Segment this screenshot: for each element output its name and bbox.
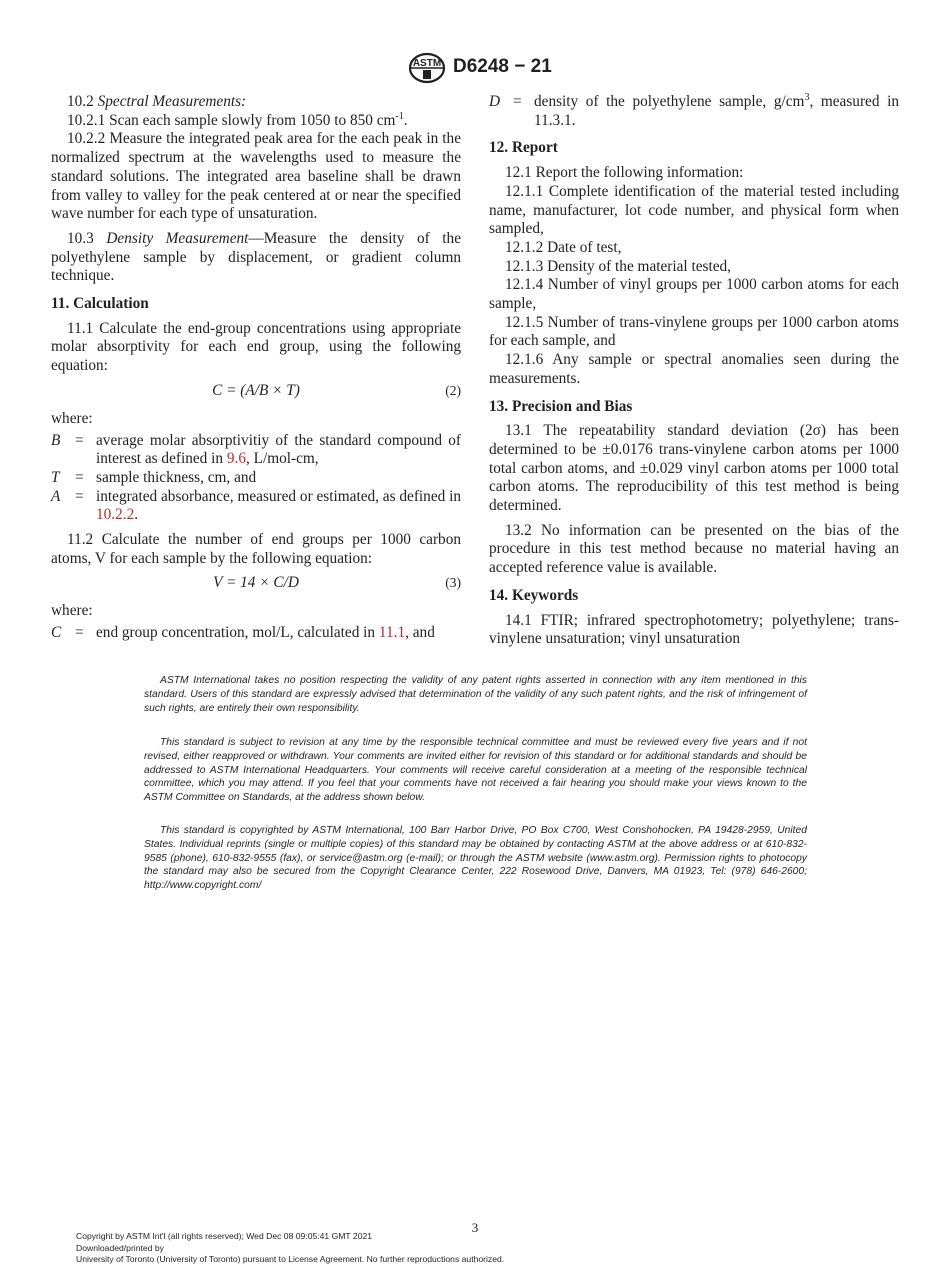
right-column <box>489 93 899 649</box>
document-id: D6248 − 21 <box>453 56 552 77</box>
definition-d: D = density of the polyethylene sample, $g/cm^3$, measured in 11.3.1. <box>489 91 899 129</box>
section-12-1-4: 12.1.4 Number of vinyl groups per 1000 carbon atoms for each sample, <box>489 276 899 313</box>
astm-logo-icon <box>407 52 447 84</box>
left-column <box>51 93 461 643</box>
definition-b: B = average molar absorptivitiy of the standard compound of interest as defined in 9.6, L/mol-cm, <box>51 431 461 468</box>
section-10-2-2: 10.2.2 Measure the integrated peak area for the each peak in the normalized spectrum at the wavelengths used to measure the standard solutions. The integrated area baseline shall be drawn from valley to valley for the peak centered at or near the specified wave number for each type of unsaturation. <box>51 130 461 223</box>
section-11-1: 11.1 Calculate the end-group concentrations using appropriate molar absorptivity for each end group, using the following equation: <box>51 319 461 375</box>
heading-calculation: 11. Calculation <box>51 295 149 313</box>
section-14-1: 14.1 FTIR; infrared spectrophotometry; polyethylene; trans-vinylene unsaturation; vinyl unsaturation <box>489 611 899 648</box>
definition-a: A = integrated absorbance, measured or estimated, as defined in 10.2.2. <box>51 487 461 524</box>
footer-copyright: Copyright by ASTM Int'l (all rights reserved); Wed Dec 08 09:05:41 GMT 2021 <box>76 1231 373 1241</box>
logo-text: ASTM <box>412 58 442 69</box>
section-13-1: 13.1 The repeatability standard deviation (2σ) has been determined to be ±0.0176 trans-vinylene carbon atoms per 1000 total carbon atoms, and ±0.029 vinyl carbon atoms per 1000 total carbon atoms. The reproducibility of this test method is being determined. <box>489 422 899 515</box>
definition-c: C = end group concentration, mol/L, calculated in 11.1, and <box>51 624 435 642</box>
definition-t: T = sample thickness, cm, and <box>51 468 257 486</box>
equation-2-number: (2) <box>445 382 461 398</box>
heading-report: 12. Report <box>489 139 558 157</box>
equation-3-number: (3) <box>445 575 461 591</box>
section-12-1: 12.1 Report the following information: <box>505 164 744 182</box>
section-10-3-title: Density Measurement <box>106 229 249 247</box>
section-12-1-2: 12.1.2 Date of test, <box>505 238 622 256</box>
page-header <box>0 52 950 86</box>
where-label-2: where: <box>51 602 93 620</box>
section-12-1-5: 12.1.5 Number of trans-vinylene groups per 1000 carbon atoms for each sample, and <box>489 313 899 350</box>
equation-3-expression: V = 14 × C/D <box>213 574 299 592</box>
equation-2 <box>51 380 461 404</box>
section-10-2-1: 10.2.1 Scan each sample slowly from 1050 to 850 $cm^{-1}$. <box>67 110 408 129</box>
section-10-2-title: Spectral Measurements: <box>97 93 247 110</box>
equation-3 <box>51 572 461 596</box>
copyright-notice: This standard is copyrighted by ASTM International, 100 Barr Harbor Drive, PO Box C700, West Conshohocken, PA 19428-2959, United States. Individual reprints (single or multiple copies) of this standard may be obtained by contacting ASTM at the above address or at 610-832-9585 (phone), 610-832-9555 (fax), or service@astm.org (e-mail); or through the ASTM website (www.astm.org). Permission rights to photocopy the standard may also be secured from the Copyright Clearance Center, 222 Rosewood Drive, Danvers, MA 01923, Tel: (978) 646-2600; http://www.copyright.com/ <box>144 825 807 892</box>
revision-notice: This standard is subject to revision at any time by the responsible technical committee and must be reviewed every five years and if not revised, either reapproved or withdrawn. Your comments are invited either for revision of this standard or for additional standards and should be addressed to ASTM International Headquarters. Your comments will receive careful consideration at a meeting of the responsible technical committee, which you may attend. If you feel that your comments have not received a fair hearing you should make your views known to the ASTM Committee on Standards, at the address shown below. <box>144 737 807 804</box>
page-number: 3 <box>471 1220 479 1235</box>
section-13-2: 13.2 No information can be presented on the bias of the procedure in this test method because no material having an accepted reference value is available. <box>489 521 899 577</box>
equation-2-expression: C = (A/B × T) <box>212 381 300 399</box>
xref-11-1-link[interactable]: 11.1 <box>378 624 406 642</box>
footer-license: University of Toronto (University of Toronto) pursuant to License Agreement. No further reproductions authorized. <box>76 1254 505 1265</box>
footer-downloaded: Downloaded/printed by <box>76 1242 164 1253</box>
section-11-2: 11.2 Calculate the number of end groups per 1000 carbon atoms, V for each sample by the following equation: <box>51 531 461 567</box>
section-10-3: 10.3 Density Measurement—Measure the density of the polyethylene sample by displacement, or gradient column technique. <box>51 229 461 285</box>
heading-keywords: 14. Keywords <box>489 586 579 604</box>
xref-10-2-2-link[interactable]: 10.2.2 <box>96 506 135 524</box>
page-footer <box>76 1231 504 1266</box>
patent-notice: ASTM International takes no position respecting the validity of any patent rights asserted in connection with any item mentioned in this standard. Users of this standard are expressly advised that determination of the validity of any such patent rights, and the risk of infringement of such rights, are entirely their own responsibility. <box>144 675 807 714</box>
where-label: where: <box>51 409 93 427</box>
section-12-1-3: 12.1.3 Density of the material tested, <box>505 257 731 275</box>
section-12-1-1: 12.1.1 Complete identification of the material tested including name, manufacturer, lot code number, and physical form when sampled, <box>489 182 899 238</box>
heading-precision-bias: 13. Precision and Bias <box>489 397 633 415</box>
section-12-1-6: 12.1.6 Any sample or spectral anomalies seen during the measurements. <box>489 351 899 387</box>
section-10-2: 10.2 Spectral Measurements: <box>67 93 247 110</box>
xref-9-6-link[interactable]: 9.6 <box>226 450 246 468</box>
